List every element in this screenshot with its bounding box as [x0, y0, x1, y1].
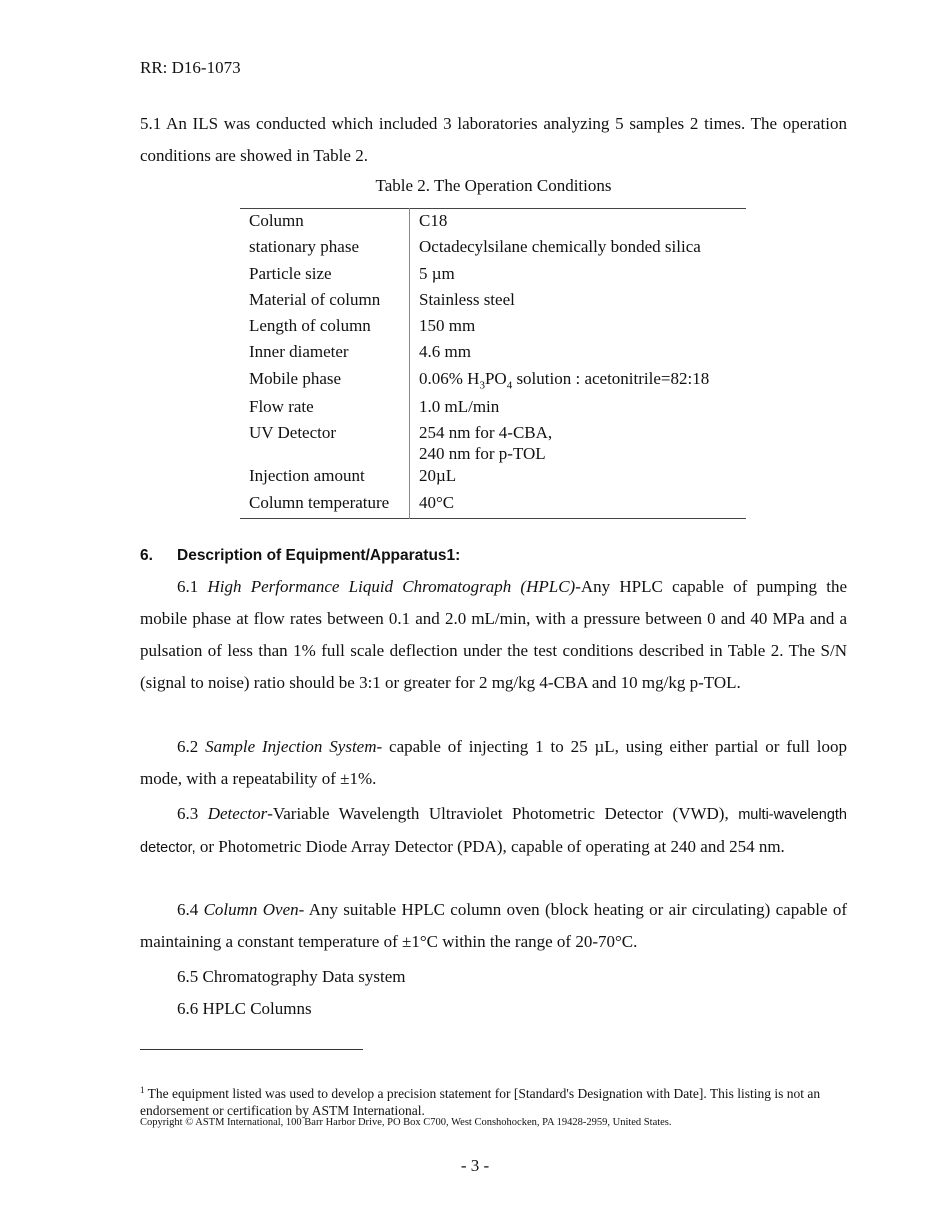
row-label: UV Detector — [240, 422, 410, 465]
para-number: 6.1 — [177, 577, 208, 596]
para-term: Detector — [207, 804, 268, 823]
para-number: 6.4 — [177, 900, 204, 919]
table-row — [240, 315, 746, 341]
row-value: 20µL — [419, 466, 457, 486]
row-label: Length of column — [240, 315, 410, 341]
table-row — [240, 492, 746, 519]
para-text: - capable of injecting 1 to 25 µL, using either partial or full loop mode, with a repeatability of ±1%. — [140, 737, 847, 788]
para-text: - Any suitable HPLC column oven (block heating or air circulating) capable of maintaining a constant temperature of ±1°C within the range of 20-70°C. — [140, 900, 848, 951]
footnote — [140, 1082, 847, 1119]
row-label: Injection amount — [240, 465, 410, 491]
operation-conditions-table — [240, 208, 746, 519]
row-label: Flow rate — [240, 396, 410, 422]
section-number: 6. — [140, 547, 153, 564]
row-label: stationary phase — [240, 236, 410, 262]
paragraph-6-3 — [140, 798, 847, 864]
row-label: Column — [240, 209, 410, 237]
section-6-heading — [140, 547, 460, 565]
document-id-header: RR: D16-1073 — [140, 58, 241, 77]
footnote-divider — [140, 1049, 363, 1050]
paragraph-6-5: 6.5 Chromatography Data system — [177, 967, 406, 986]
table-row — [240, 368, 746, 396]
page-number: - 3 - — [460, 1156, 490, 1175]
row-value-line: 254 nm for 4-CBA, — [419, 423, 553, 443]
row-value: Stainless steel — [419, 289, 515, 309]
paragraph-6-1 — [140, 571, 847, 699]
section-title: Description of Equipment/Apparatus1: — [177, 547, 461, 564]
footnote-marker: 1 — [140, 1085, 145, 1095]
para-number: 6.3 — [177, 804, 208, 823]
subscript: 3 — [479, 379, 485, 392]
mobile-phase-text: solution : acetonitrile=82:18 — [512, 368, 710, 388]
row-label: Mobile phase — [240, 368, 410, 396]
table-row — [240, 465, 746, 491]
para-text: -Variable Wavelength Ultraviolet Photometric Detector (VWD), — [267, 804, 739, 823]
subscript: 4 — [506, 379, 513, 392]
table-row — [240, 263, 746, 289]
paragraph-5-1: 5.1 An ILS was conducted which included 3 laboratories analyzing 5 samples 2 times. The operation conditions are showed in Table 2. — [140, 114, 847, 165]
para-term: Column Oven — [203, 900, 299, 919]
para-text-sans: multi-wavelength detector, — [140, 807, 847, 856]
row-label: Column temperature — [240, 492, 410, 519]
copyright-notice: Copyright © ASTM International, 100 Barr Harbor Drive, PO Box C700, West Conshohocken, PA 19428-2959, United States. — [140, 1117, 672, 1128]
mobile-phase-text: PO — [484, 368, 507, 388]
row-value — [410, 368, 747, 396]
row-value: 5 µm — [419, 263, 455, 283]
row-value: 4.6 mm — [419, 342, 471, 362]
row-label: Particle size — [240, 263, 410, 289]
paragraph-6-6: 6.6 HPLC Columns — [177, 999, 312, 1018]
row-label: Material of column — [240, 289, 410, 315]
row-value: 1.0 mL/min — [419, 397, 500, 417]
table-row — [240, 396, 746, 422]
para-term: High Performance Liquid Chromatograph (HPLC) — [207, 577, 576, 596]
table-row — [240, 422, 746, 465]
row-value-line: 240 nm for p-TOL — [419, 444, 546, 464]
row-value: 150 mm — [419, 316, 476, 336]
mobile-phase-text: 0.06% H — [419, 368, 480, 388]
footnote-text: The equipment listed was used to develop a precision statement for [Standard's Designation with Date]. This listing is not an endorsement or certification by ASTM International. — [140, 1086, 821, 1118]
table-row — [240, 236, 746, 262]
table-caption: Table 2. The Operation Conditions — [375, 176, 612, 195]
row-value: C18 — [419, 211, 448, 230]
para-term: Sample Injection System — [205, 737, 377, 756]
para-text: or Photometric Diode Array Detector (PDA), capable of operating at 240 and 254 nm. — [195, 837, 785, 856]
para-number: 6.2 — [177, 737, 206, 756]
paragraph-6-4 — [140, 894, 847, 958]
row-value: Octadecylsilane chemically bonded silica — [419, 237, 701, 257]
table-row — [240, 341, 746, 367]
row-value: 40°C — [419, 492, 455, 512]
paragraph-6-2 — [140, 731, 847, 795]
table-row — [240, 209, 746, 237]
table-row — [240, 289, 746, 315]
row-value — [410, 422, 747, 465]
row-label: Inner diameter — [240, 341, 410, 367]
para-text: -Any HPLC capable of pumping the mobile phase at flow rates between 0.1 and 2.0 mL/min, with a pressure between 0 and 40 MPa and a pulsation of less than 1% full scale deflection under the test conditions described in Table 2. The S/N (signal to noise) ratio should be 3:1 or greater for 2 mg/kg 4-CBA and 10 mg/kg p-TOL. — [140, 577, 847, 692]
